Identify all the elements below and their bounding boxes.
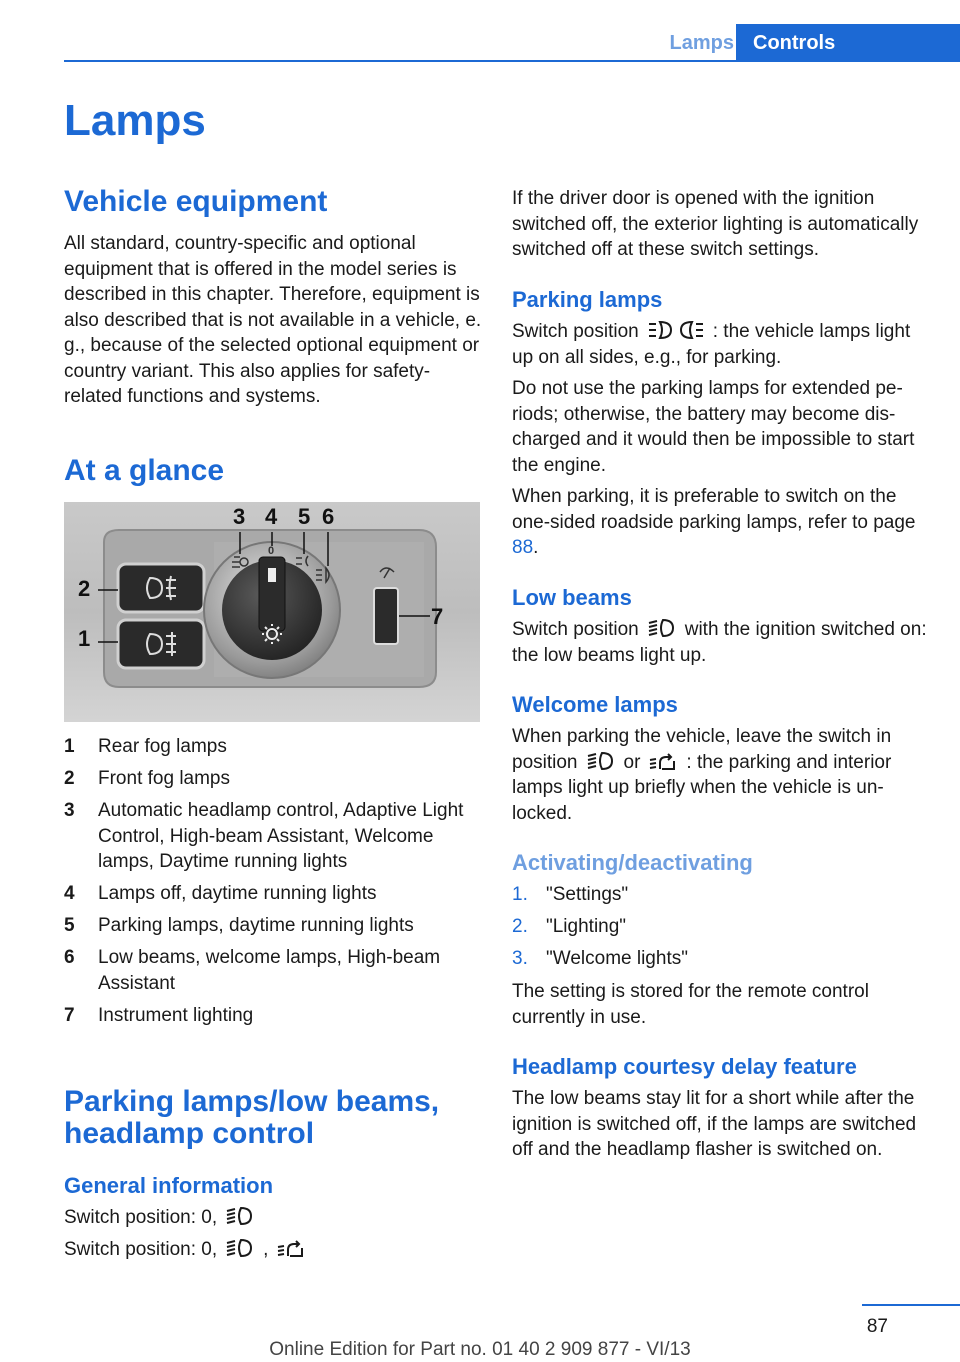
parking-lamp-icon bbox=[647, 320, 705, 340]
step-number: 2. bbox=[512, 916, 528, 937]
list-item bbox=[512, 946, 932, 972]
list-item-number: 3 bbox=[64, 800, 75, 821]
light-switch-illustration bbox=[64, 502, 480, 722]
callout-6: 6 bbox=[322, 504, 335, 529]
step-number: 3. bbox=[512, 948, 528, 969]
legend-list bbox=[64, 734, 464, 1035]
heading-at-a-glance: At a glance bbox=[64, 454, 225, 487]
low-beam-icon bbox=[647, 618, 677, 638]
step-text: "Welcome lights" bbox=[546, 948, 688, 969]
heading-general-information: General information bbox=[64, 1173, 274, 1198]
right-intro-text: If the driver door is opened with the ignition switched off, the exterior lighting is automatically switched off at these switch settings. bbox=[512, 188, 919, 260]
step-number: 1. bbox=[512, 884, 528, 905]
low-beam-icon bbox=[225, 1206, 255, 1226]
heading-headlamp-courtesy-delay: Headlamp courtesy delay feature bbox=[512, 1054, 857, 1079]
heading-low-beams: Low beams bbox=[512, 585, 632, 610]
heading-parking-lamps: Parking lamps bbox=[512, 287, 663, 312]
list-item-number: 1 bbox=[64, 736, 75, 757]
list-item-number: 2 bbox=[64, 768, 75, 789]
vehicle-equipment-text: All standard, country-specific and optional equipment that is offered in the model series is described in this chapter. Therefore, equipment is also described that is not available in a vehicle, e. g., because of the selected optional equipment or country variant. This also applies for safety-related functions and systems. bbox=[64, 233, 482, 407]
list-item-number: 6 bbox=[64, 947, 75, 968]
header-divider bbox=[64, 60, 960, 62]
low-beam-icon bbox=[225, 1238, 255, 1258]
heading-vehicle-equipment: Vehicle equipment bbox=[64, 185, 328, 218]
list-item-text: Lamps off, daytime running lights bbox=[98, 883, 377, 904]
list-item-number: 5 bbox=[64, 915, 75, 936]
callout-7: 7 bbox=[431, 604, 444, 629]
list-item bbox=[64, 734, 464, 760]
activation-steps bbox=[512, 882, 932, 978]
parking-lamps-text-3 bbox=[512, 484, 932, 561]
step-text: "Lighting" bbox=[546, 916, 627, 937]
heading-parking-low-beams: Parking lamps/low beams, headlamp control bbox=[64, 1085, 440, 1150]
welcome-lamps-text-end: : the parking and interior lamps light up briefly when the vehicle is unlocked. bbox=[512, 751, 892, 824]
switch-position-line-2 bbox=[64, 1237, 484, 1263]
list-item-text: Parking lamps, daytime running lights bbox=[98, 915, 414, 936]
low-beams-position-label: Switch position bbox=[512, 619, 639, 640]
list-item-text: Automatic headlamp control, Adaptive Light Control, High-beam Assistant, Welcome lamps, Daytime running lights bbox=[98, 800, 464, 872]
page-title: Lamps bbox=[64, 96, 206, 145]
parking-lamps-text-1 bbox=[512, 319, 932, 370]
welcome-lamps-text bbox=[512, 724, 932, 826]
list-item bbox=[64, 1003, 464, 1029]
callout-1: 1 bbox=[78, 626, 91, 651]
welcome-lamps-text-start: When parking the vehicle, leave the switch in position bbox=[512, 726, 892, 773]
parking-lamps-text-2: Do not use the parking lamps for extended periods; otherwise, the battery may become discharged and it would then be impossible to start the engine. bbox=[512, 378, 915, 476]
parking-lamps-position-label: Switch position bbox=[512, 321, 639, 342]
step-text: "Settings" bbox=[546, 884, 629, 905]
light-switch-figure bbox=[64, 502, 480, 722]
list-item bbox=[64, 766, 464, 792]
courtesy-text: The low beams stay lit for a short while after the ignition is switched off, if the lamps are switched off and the headlamp flasher is switched on. bbox=[512, 1088, 917, 1160]
list-item-text: Instrument lighting bbox=[98, 1004, 254, 1026]
switch-position-text: Switch position: 0, bbox=[64, 1207, 218, 1228]
callout-3: 3 bbox=[233, 504, 246, 529]
list-item bbox=[512, 914, 932, 940]
list-item bbox=[512, 882, 932, 908]
footer-divider bbox=[862, 1304, 960, 1306]
list-item-text: Low beams, welcome lamps, High-beam Assistant bbox=[98, 947, 441, 994]
parking-lamps-refer-text: When parking, it is preferable to switch on the one-sided roadside parking lamps, refer to page bbox=[512, 486, 916, 533]
list-item bbox=[64, 881, 464, 907]
welcome-lamp-icon bbox=[276, 1238, 306, 1258]
list-item bbox=[64, 913, 464, 939]
welcome-lamps-or: or bbox=[623, 751, 641, 773]
heading-activating-deactivating: Activating/deactivating bbox=[512, 850, 753, 875]
welcome-lamp-icon bbox=[648, 751, 678, 771]
header-section-lamps: Lamps bbox=[669, 32, 734, 54]
sentence-end: . bbox=[533, 537, 539, 558]
low-beam-icon bbox=[586, 751, 616, 771]
header-chapter-tab: Controls bbox=[736, 24, 960, 62]
list-item-text: Rear fog lamps bbox=[98, 736, 227, 757]
page-88-link[interactable]: 88 bbox=[512, 537, 534, 558]
list-item bbox=[64, 798, 464, 875]
list-item-text: Front fog lamps bbox=[98, 768, 230, 789]
low-beams-text bbox=[512, 617, 932, 668]
list-item bbox=[64, 945, 464, 996]
heading-welcome-lamps: Welcome lamps bbox=[512, 692, 678, 717]
parking-lamps-position-text: : the vehicle lamps light up on all sides, e.g., for parking. bbox=[512, 321, 911, 368]
footer-edition-text: Online Edition for Part no. 01 40 2 909 877 - VI/13 bbox=[269, 1339, 691, 1360]
low-beams-position-text: with the ignition switched on: the low beams light up. bbox=[512, 619, 927, 666]
callout-4: 4 bbox=[265, 504, 278, 529]
list-item-number: 4 bbox=[64, 883, 75, 904]
separator-comma: , bbox=[263, 1239, 269, 1260]
switch-position-text: Switch position: 0, bbox=[64, 1239, 218, 1260]
list-item-number: 7 bbox=[64, 1004, 75, 1026]
switch-position-line-1 bbox=[64, 1205, 484, 1231]
page-number: 87 bbox=[866, 1316, 888, 1337]
callout-5: 5 bbox=[298, 504, 311, 529]
callout-2: 2 bbox=[78, 576, 91, 601]
dial-mark-0: 0 bbox=[268, 545, 275, 557]
activation-note: The setting is stored for the remote control currently in use. bbox=[512, 981, 869, 1028]
